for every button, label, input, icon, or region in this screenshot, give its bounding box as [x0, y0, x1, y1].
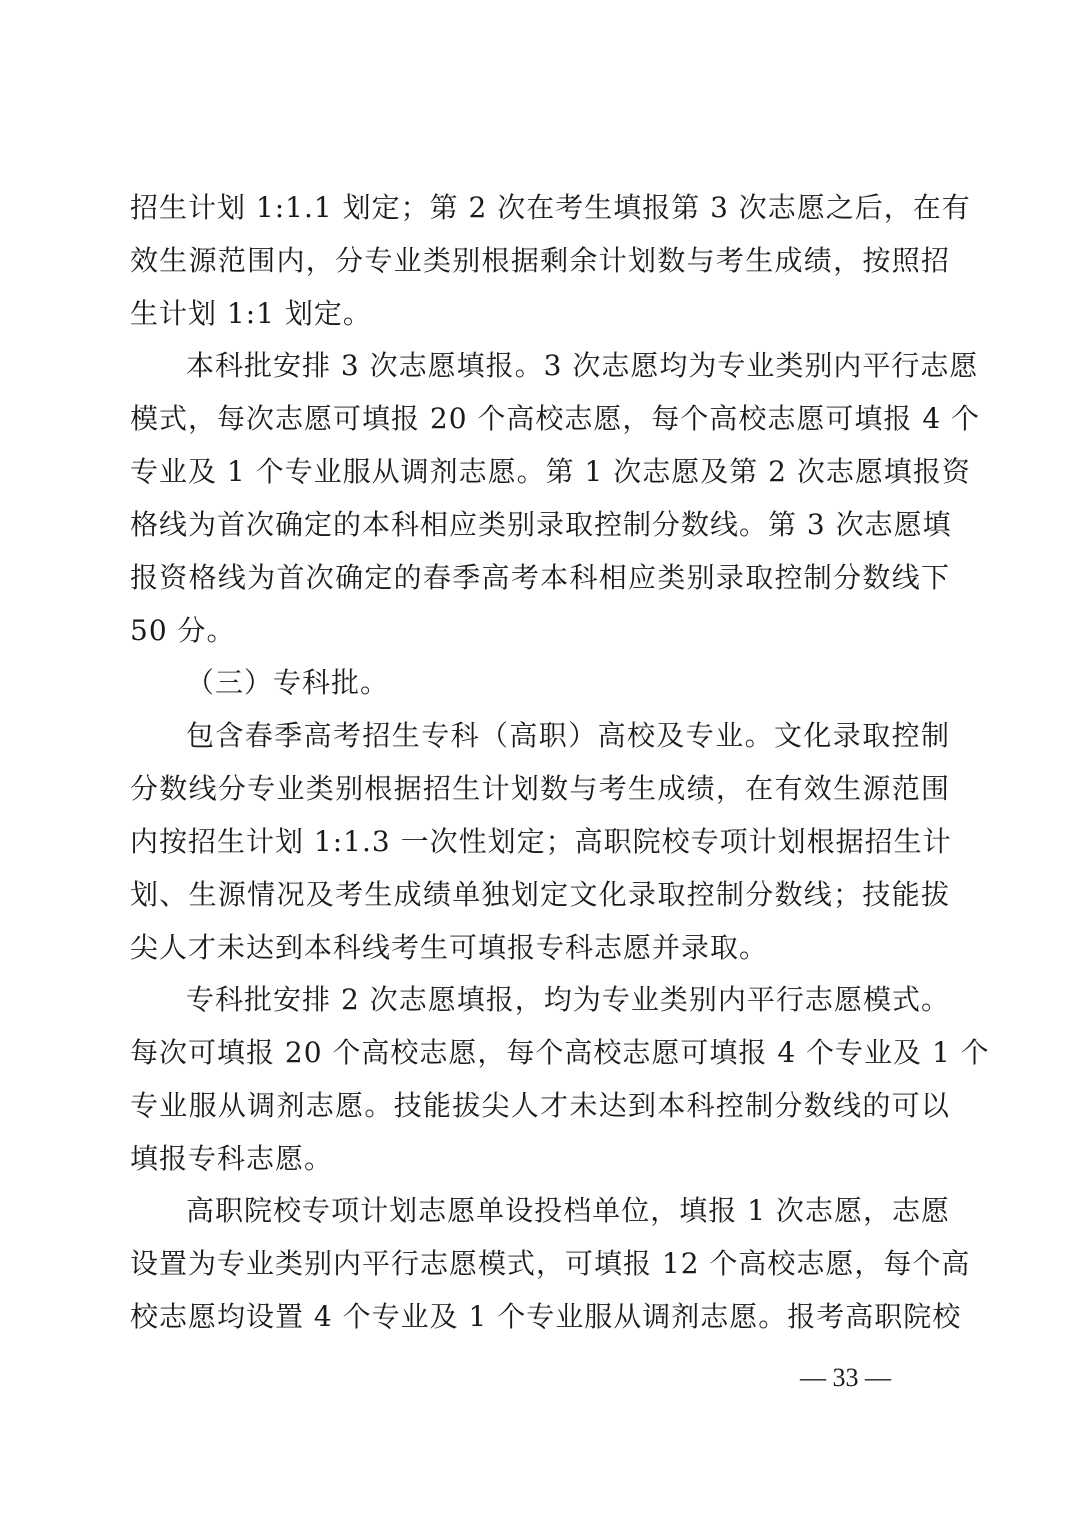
- text-line: 划、生源情况及考生成绩单独划定文化录取控制分数线；技能拔: [130, 878, 950, 911]
- text-line: 格线为首次确定的本科相应类别录取控制分数线。第 3 次志愿填: [130, 508, 952, 541]
- text-line: 分数线分专业类别根据招生计划数与考生成绩，在有效生源范围: [130, 772, 950, 805]
- text-line: 效生源范围内，分专业类别根据剩余计划数与考生成绩，按照招: [130, 244, 950, 277]
- paragraph-start-line: 高职院校专项计划志愿单设投档单位，填报 1 次志愿，志愿: [186, 1194, 950, 1227]
- text-line: 每次可填报 20 个高校志愿，每个高校志愿可填报 4 个专业及 1 个: [130, 1036, 990, 1069]
- text-line: 设置为专业类别内平行志愿模式，可填报 12 个高校志愿，每个高: [130, 1247, 971, 1280]
- section-heading: （三）专科批。: [186, 666, 390, 699]
- text-line: 专业服从调剂志愿。技能拔尖人才未达到本科控制分数线的可以: [130, 1089, 950, 1122]
- text-line: 生计划 1:1 划定。: [130, 297, 372, 330]
- paragraph-start-line: 本科批安排 3 次志愿填报。3 次志愿均为专业类别内平行志愿: [186, 349, 979, 382]
- text-line: 模式，每次志愿可填报 20 个高校志愿，每个高校志愿可填报 4 个: [130, 402, 981, 435]
- page-number: — 33 —: [800, 1363, 891, 1392]
- text-line: 招生计划 1:1.1 划定；第 2 次在考生填报第 3 次志愿之后，在有: [130, 191, 971, 224]
- text-line: 尖人才未达到本科线考生可填报专科志愿并录取。: [130, 931, 769, 964]
- text-line: 内按招生计划 1:1.3 一次性划定；高职院校专项计划根据招生计: [130, 825, 952, 858]
- text-line: 专业及 1 个专业服从调剂志愿。第 1 次志愿及第 2 次志愿填报资: [130, 455, 971, 488]
- text-line: 50 分。: [130, 614, 236, 647]
- text-line: 校志愿均设置 4 个专业及 1 个专业服从调剂志愿。报考高职院校: [130, 1300, 962, 1333]
- paragraph-start-line: 专科批安排 2 次志愿填报，均为专业类别内平行志愿模式。: [186, 983, 950, 1016]
- text-line: 报资格线为首次确定的春季高考本科相应类别录取控制分数线下: [130, 561, 950, 594]
- text-line: 填报专科志愿。: [130, 1142, 334, 1175]
- paragraph-start-line: 包含春季高考招生专科（高职）高校及专业。文化录取控制: [186, 719, 950, 752]
